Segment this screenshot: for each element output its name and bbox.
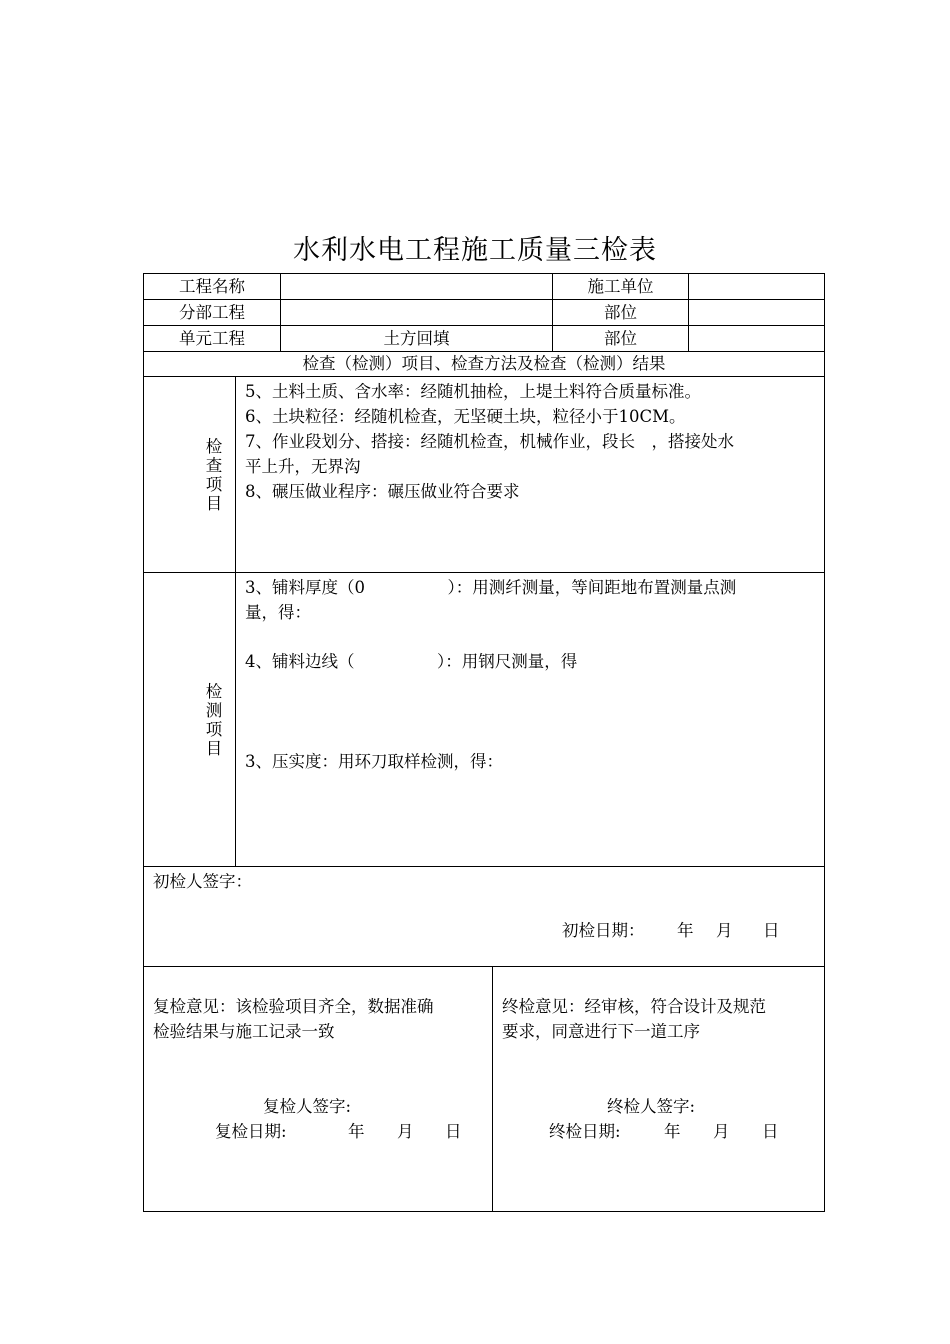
- final-opinion: 要求，同意进行下一道工序: [502, 1022, 700, 1041]
- inspection-line: 平上升，无界沟: [245, 457, 361, 476]
- recheck-month: 月: [397, 1122, 414, 1141]
- recheck-opinion: 复检意见：该检验项目齐全，数据准确: [153, 997, 434, 1016]
- part-label: 部位: [604, 303, 637, 322]
- inspection-label: 检查项目: [205, 437, 223, 513]
- final-signature-label: 终检人签字:: [607, 1097, 696, 1116]
- recheck-day: 日: [445, 1122, 462, 1141]
- initial-date-label: 初检日期：: [562, 921, 645, 940]
- testing-line: 3、铺料厚度（0 ）：用测纤测量，等间距地布置测量点测: [245, 578, 737, 597]
- final-month: 月: [713, 1122, 730, 1141]
- recheck-date-label: 复检日期:: [215, 1122, 287, 1141]
- section-header: 检查（检测）项目、检查方法及检查（检测）结果: [302, 354, 666, 373]
- recheck-opinion: 检验结果与施工记录一致: [153, 1022, 335, 1041]
- initial-day: 日: [763, 921, 780, 940]
- page-title: 水利水电工程施工质量三检表: [293, 235, 657, 266]
- testing-label: 检测项目: [205, 682, 223, 758]
- recheck-signature-label: 复检人签字:: [263, 1097, 352, 1116]
- inspection-line: 6、土块粒径：经随机检查，无坚硬土块，粒径小于10CM。: [245, 407, 686, 426]
- initial-year: 年: [677, 921, 694, 940]
- testing-line: 4、铺料边线（ ）：用钢尺测量，得: [245, 652, 578, 671]
- recheck-year: 年: [348, 1122, 365, 1141]
- final-opinion: 终检意见：经审核，符合设计及规范: [502, 997, 766, 1016]
- testing-line: 3、压实度：用环刀取样检测，得：: [245, 752, 503, 771]
- final-day: 日: [762, 1122, 779, 1141]
- initial-month: 月: [716, 921, 733, 940]
- testing-line: 量，得：: [245, 603, 311, 622]
- initial-signature-label: 初检人签字：: [153, 872, 252, 891]
- sub-project-label: 分部工程: [179, 303, 245, 322]
- inspection-line: 5、土料土质、含水率：经随机抽检，上堤土料符合质量标准。: [245, 382, 701, 401]
- construction-unit-label: 施工单位: [587, 277, 654, 296]
- inspection-line: 7、作业段划分、搭接：经随机检查，机械作业，段长 ，搭接处水: [245, 432, 734, 451]
- final-year: 年: [664, 1122, 681, 1141]
- final-date-label: 终检日期:: [549, 1122, 621, 1141]
- part-label: 部位: [604, 329, 637, 348]
- unit-project-value: 土方回填: [383, 329, 450, 348]
- project-name-label: 工程名称: [179, 277, 245, 296]
- unit-project-label: 单元工程: [179, 329, 245, 348]
- inspection-line: 8、碾压做业程序：碾压做业符合要求: [245, 482, 520, 501]
